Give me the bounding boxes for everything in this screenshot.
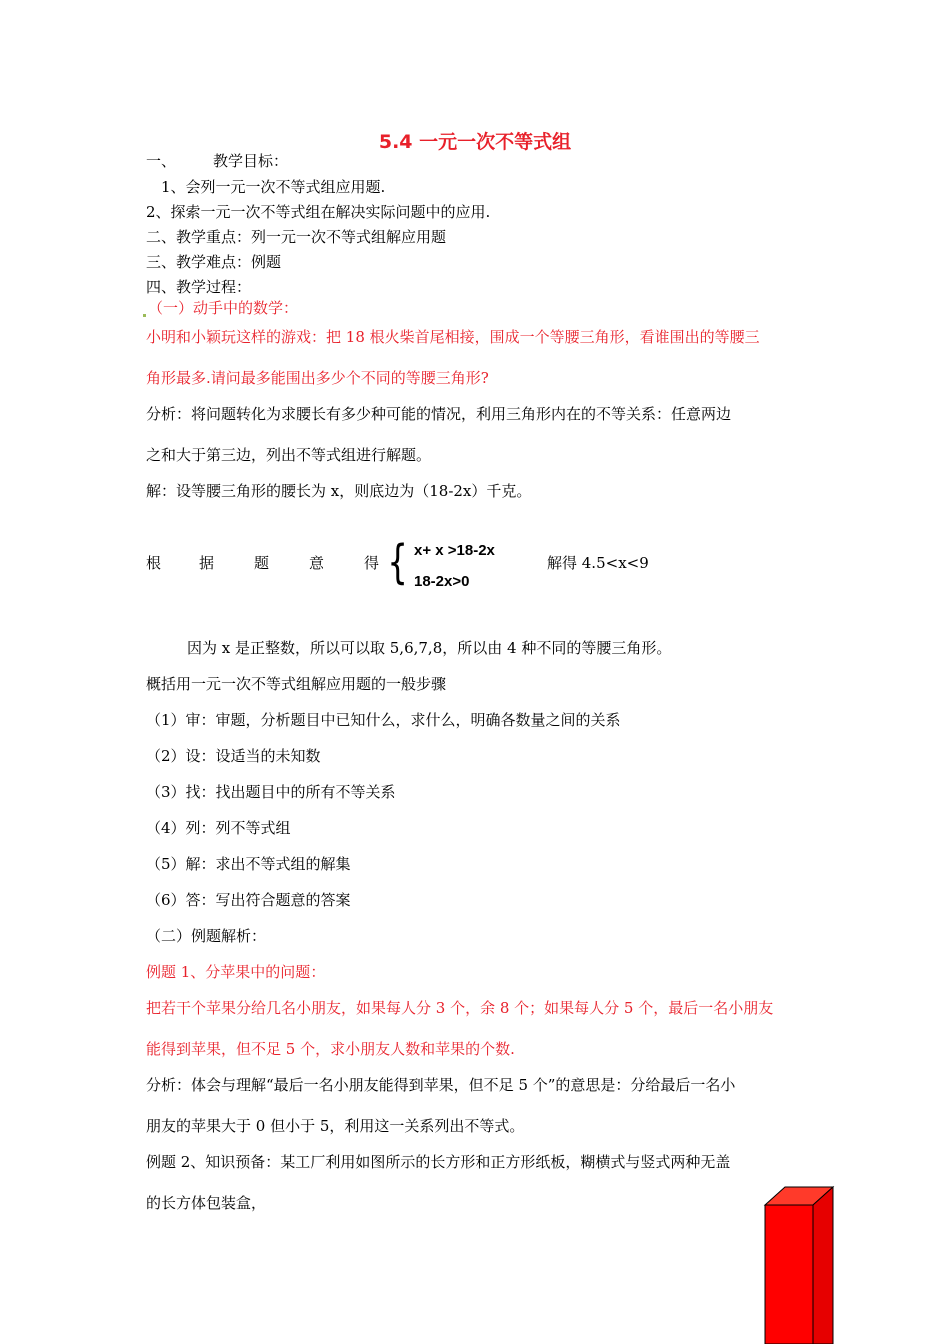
example-2-line-2: 的长方体包装盒，	[146, 1194, 267, 1212]
objective-2: 2、探索一元一次不等式组在解决实际问题中的应用.	[146, 203, 491, 221]
box-side-face	[813, 1187, 833, 1344]
lead-char: 得	[364, 554, 380, 572]
process-heading: 四、教学过程：	[146, 278, 252, 296]
analysis-1-line-2: 之和大于第三边，列出不等式组进行解题。	[146, 446, 432, 464]
difficult-point: 三、教学难点：例题	[146, 253, 282, 271]
step-3: （3）找：找出题目中的所有不等关系	[146, 783, 396, 801]
step-6: （6）答：写出符合题意的答案	[146, 891, 351, 909]
lead-char: 题	[254, 554, 270, 572]
analysis-2-line-2: 朋友的苹果大于 0 但小于 5，利用这一关系列出不等式。	[146, 1117, 525, 1135]
lead-char: 据	[199, 554, 215, 572]
inequality-1: x+ x >18-2x	[414, 542, 495, 559]
box-front-face	[765, 1205, 813, 1344]
example-1-line-2: 能得到苹果，但不足 5 个，求小朋友人数和苹果的个数.	[146, 1040, 515, 1058]
red-box-illustration	[760, 1185, 840, 1344]
step-2: （2）设：设适当的未知数	[146, 747, 321, 765]
problem-1-line-2: 角形最多.请问最多能围出多少个不同的等腰三角形?	[146, 369, 489, 387]
analysis-2-line-1: 分析：体会与理解“最后一名小朋友能得到苹果，但不足 5 个”的意思是：分给最后一名小	[146, 1076, 736, 1094]
example-1-line-1: 把若干个苹果分给几名小朋友，如果每人分 3 个，余 8 个；如果每人分 5 个，最后一名小朋友	[146, 999, 774, 1017]
lead-char: 意	[309, 554, 325, 572]
objective-1: 1、会列一元一次不等式组应用题.	[161, 178, 386, 196]
part-2-heading: （二）例题解析：	[146, 927, 267, 945]
part-1-heading: （一）动手中的数学：	[143, 299, 298, 317]
step-4: （4）列：列不等式组	[146, 819, 291, 837]
analysis-1-line-1: 分析：将问题转化为求腰长有多少种可能的情况，利用三角形内在的不等关系：任意两边	[146, 405, 732, 423]
green-mark	[143, 314, 146, 317]
solution-1: 解：设等腰三角形的腰长为 x，则底边为（18-2x）千克。	[146, 482, 532, 500]
problem-1-line-1: 小明和小颖玩这样的游戏：把 18 根火柴首尾相接，围成一个等腰三角形，看谁围出的等腰三	[146, 328, 760, 346]
system-result: 解得 4.5<x<9	[547, 554, 649, 572]
page-title: 5.4 一元一次不等式组	[378, 131, 572, 153]
key-point: 二、教学重点：列一元一次不等式组解应用题	[146, 228, 447, 246]
lead-char: 根	[146, 554, 162, 572]
objectives-number: 一、	[146, 152, 177, 170]
step-1: （1）审：审题，分析题目中已知什么，求什么，明确各数量之间的关系	[146, 711, 621, 729]
objectives-heading: 教学目标：	[213, 152, 289, 170]
example-2-line-1: 例题 2、知识预备：某工厂利用如图所示的长方形和正方形纸板，糊横式与竖式两种无盖	[146, 1153, 731, 1171]
steps-heading: 概括用一元一次不等式组解应用题的一般步骤	[146, 675, 447, 693]
step-5: （5）解：求出不等式组的解集	[146, 855, 351, 873]
conclusion-1: 因为 x 是正整数，所以可以取 5,6,7,8，所以由 4 种不同的等腰三角形。	[187, 639, 672, 657]
example-1-heading: 例题 1、分苹果中的问题：	[146, 963, 326, 981]
inequality-2: 18-2x>0	[414, 573, 470, 590]
system-brace: {	[387, 535, 408, 589]
